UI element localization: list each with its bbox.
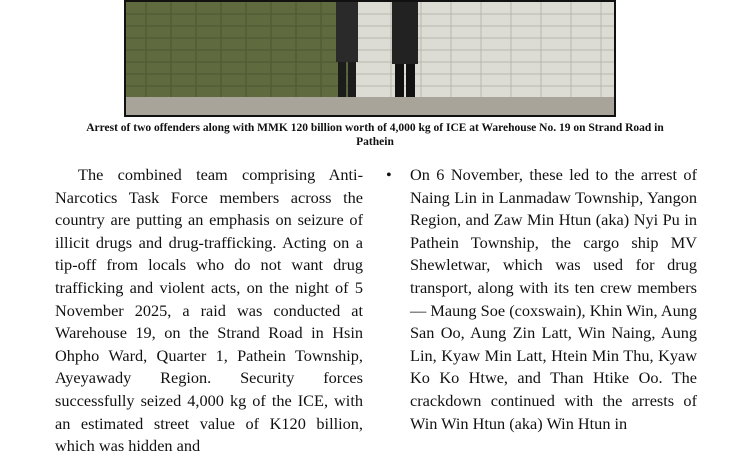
article-paragraph: The combined team comprising Anti-Narcotics Task Force members across the country are putting an emphasis on seizure of illicit drugs and drug-trafficking. Acting on a tip-off from locals who do not want drug trafficking and violent acts, on the night of 5 November 2025, a raid was conducted at Warehouse 19, on the Strand Road in Hsin Ohpho Ward, Quarter 1, Pathein Township, Ayeyawady Region. Security forces successfully seized 4,000 kg of the ICE, with an estimated street value of K120 billion, which was hidden and xyxy=(55,165,363,456)
photo-caption xyxy=(40,122,710,149)
bullet-list xyxy=(386,164,697,435)
article-right-column xyxy=(386,164,697,435)
bullet-icon: • xyxy=(386,165,392,184)
caption-line-1: Arrest of two offenders along with MMK 120 billion worth of 4,000 kg of ICE at Warehouse No. 19 on Strand Road in xyxy=(86,122,664,134)
news-photo xyxy=(124,0,616,117)
list-item xyxy=(386,164,697,435)
caption-line-2: Pathein xyxy=(356,135,394,148)
article-left-column xyxy=(55,164,363,458)
seized-drugs-photo xyxy=(126,2,614,115)
bullet-text: On 6 November, these led to the arrest of Naing Lin in Lanmadaw Township, Yangon Region, and Zaw Min Htun (aka) Nyi Pu in Pathein Township, the cargo ship MV Shewletwar, which was used for drug transport, along with its ten crew members — Maung Soe (coxswain), Khin Win, Aung San Oo, Aung Zin Latt, Win Naing, Aung Lin, Kyaw Min Latt, Htein Min Thu, Kyaw Ko Ko Htwe, and Than Htike Oo. The crackdown continued with the arrests of Win Win Htun (aka) Win Htun in xyxy=(410,165,697,433)
